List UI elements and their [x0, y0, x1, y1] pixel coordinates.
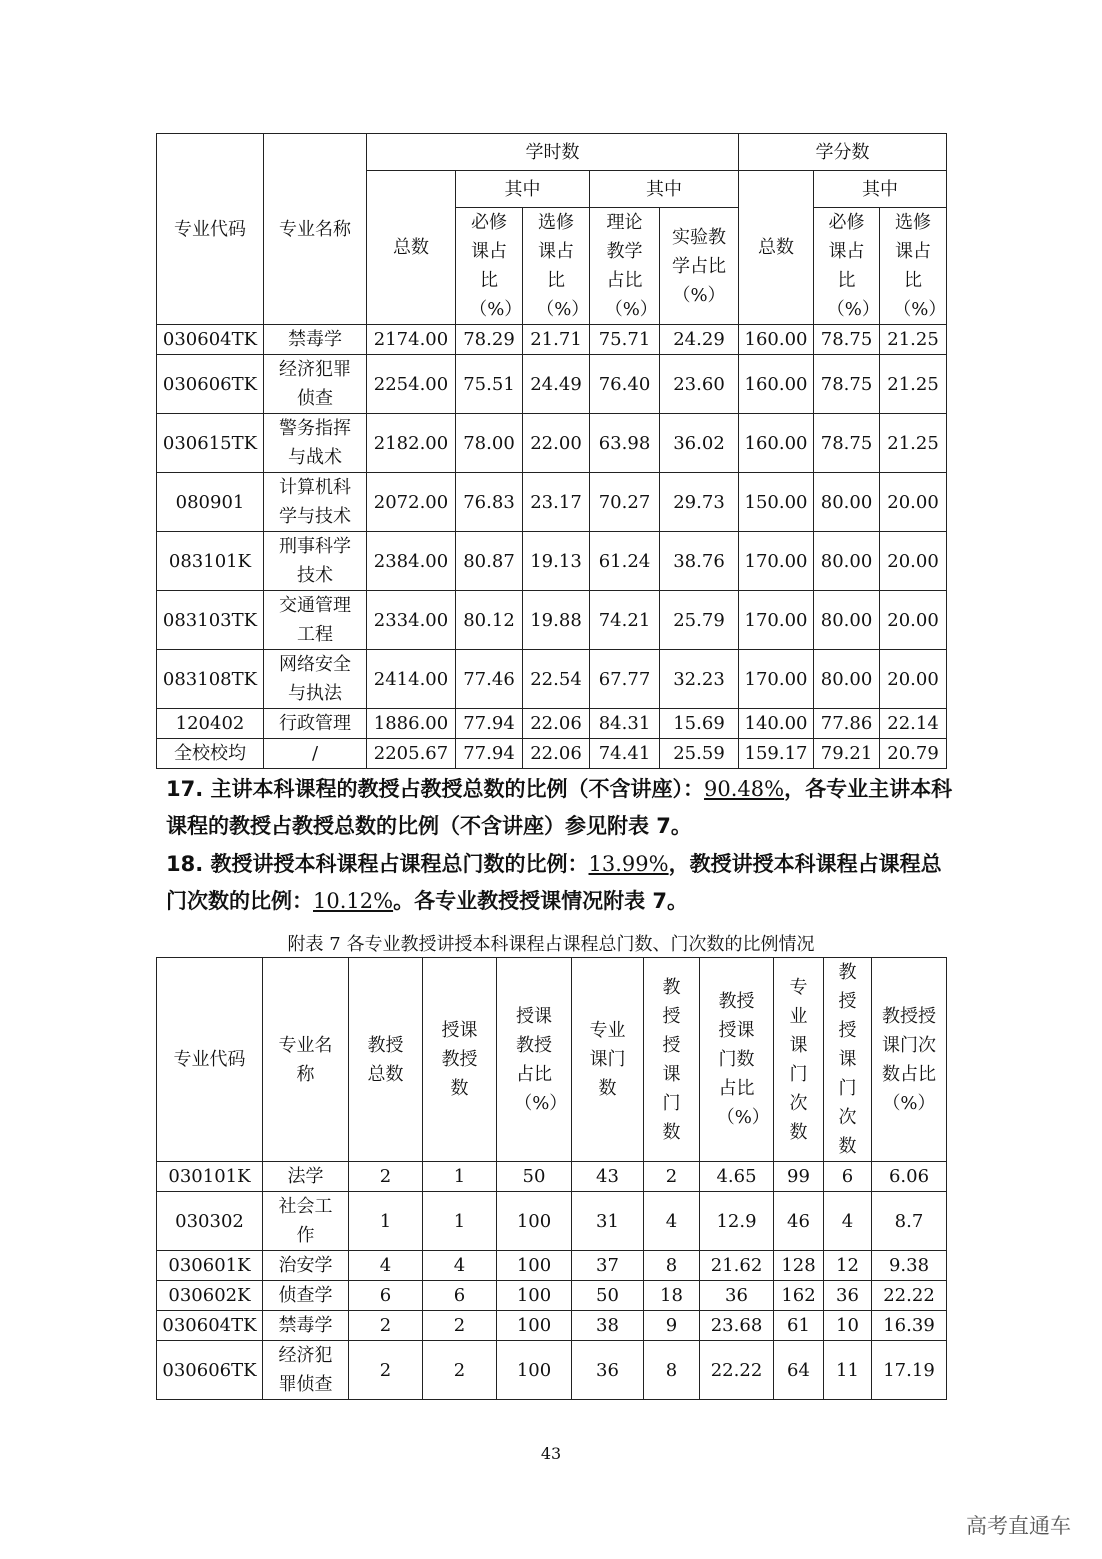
page-number: 43 — [540, 1444, 562, 1463]
table-row — [157, 1341, 947, 1400]
header-hours-total: 总数 — [367, 171, 456, 325]
table-cell: 8.7 — [872, 1192, 947, 1251]
table-cell: 63.98 — [590, 414, 660, 473]
table-cell: 46 — [774, 1192, 824, 1251]
table-cell: 78.00 — [456, 414, 523, 473]
table-cell: 20.00 — [880, 532, 947, 591]
table-cell: 36 — [824, 1281, 872, 1311]
table-cell: 22.00 — [523, 414, 590, 473]
table-cell: 18 — [644, 1281, 700, 1311]
table-cell: 20.00 — [880, 473, 947, 532]
table-cell: 2174.00 — [367, 325, 456, 355]
cell-name: 刑事科学技术 — [264, 532, 367, 591]
table-cell: 100 — [497, 1341, 572, 1400]
table-cell: 78.29 — [456, 325, 523, 355]
table-cell: 9 — [644, 1311, 700, 1341]
header-col-1: 专业名称 — [263, 958, 349, 1162]
header-col-6: 教授授课门数 — [644, 958, 700, 1162]
table-cell: 80.12 — [456, 591, 523, 650]
table-cell: 159.17 — [739, 739, 814, 769]
table-cell: 29.73 — [660, 473, 739, 532]
table-cell: 170.00 — [739, 532, 814, 591]
table-cell: 80.00 — [814, 650, 880, 709]
table-cell: 74.21 — [590, 591, 660, 650]
header-col-4: 授课教授占比（%） — [497, 958, 572, 1162]
cell-code: 030302 — [157, 1192, 263, 1251]
table-cell: 21.25 — [880, 325, 947, 355]
table-cell: 160.00 — [739, 414, 814, 473]
table-cell: 4 — [349, 1251, 423, 1281]
table-cell: 2 — [423, 1341, 497, 1400]
cell-name: 经济犯罪侦查 — [264, 355, 367, 414]
table-cell: 100 — [497, 1251, 572, 1281]
table-row — [157, 1192, 947, 1251]
header-credit-req-ratio: 必修课占比（%） — [814, 208, 880, 325]
table-cell: 21.25 — [880, 355, 947, 414]
watermark: 高考直通车 — [966, 1514, 1071, 1538]
header-credits-total: 总数 — [739, 171, 814, 325]
cell-name: 禁毒学 — [263, 1311, 349, 1341]
header-col-10: 教授授课门次数占比（%） — [872, 958, 947, 1162]
table-cell: 37 — [572, 1251, 644, 1281]
cell-name: / — [264, 739, 367, 769]
table-cell: 12.9 — [700, 1192, 774, 1251]
table-cell: 23.17 — [523, 473, 590, 532]
cell-name: 经济犯罪侦查 — [263, 1341, 349, 1400]
table-row — [157, 1251, 947, 1281]
table-cell: 80.00 — [814, 591, 880, 650]
table-cell: 76.83 — [456, 473, 523, 532]
course-session-ratio: 10.12% — [313, 889, 394, 913]
table-cell: 43 — [572, 1162, 644, 1192]
table-cell: 80.00 — [814, 473, 880, 532]
header-hours-ofwhich-1: 其中 — [456, 171, 590, 208]
table-row — [157, 1281, 947, 1311]
table-cell: 36 — [700, 1281, 774, 1311]
table-cell: 140.00 — [739, 709, 814, 739]
table-cell: 2414.00 — [367, 650, 456, 709]
table-cell: 78.75 — [814, 325, 880, 355]
table-cell: 9.38 — [872, 1251, 947, 1281]
table-cell: 25.79 — [660, 591, 739, 650]
table-cell: 160.00 — [739, 355, 814, 414]
table-cell: 84.31 — [590, 709, 660, 739]
cell-name: 治安学 — [263, 1251, 349, 1281]
paragraph-17: 17. 主讲本科课程的教授占教授总数的比例（不含讲座）：90.48%，各专业主讲本科课程的教授占教授总数的比例（不含讲座）参见附表 7。 — [166, 777, 953, 838]
cell-code: 083108TK — [157, 650, 264, 709]
table-cell: 75.71 — [590, 325, 660, 355]
table-cell: 78.75 — [814, 355, 880, 414]
header-hours-ofwhich-2: 其中 — [590, 171, 739, 208]
table-row — [157, 325, 947, 355]
cell-name: 网络安全与执法 — [264, 650, 367, 709]
cell-code: 030101K — [157, 1162, 263, 1192]
table-cell: 21.62 — [700, 1251, 774, 1281]
table-cell: 12 — [824, 1251, 872, 1281]
table-cell: 15.69 — [660, 709, 739, 739]
cell-name: 侦查学 — [263, 1281, 349, 1311]
table-cell: 77.94 — [456, 739, 523, 769]
table-row — [157, 709, 947, 739]
table-cell: 79.21 — [814, 739, 880, 769]
table-cell: 4.65 — [700, 1162, 774, 1192]
table-cell: 20.00 — [880, 591, 947, 650]
table-row — [157, 591, 947, 650]
table-cell: 100 — [497, 1311, 572, 1341]
cell-code: 030606TK — [157, 1341, 263, 1400]
table-cell: 2 — [349, 1311, 423, 1341]
table-cell: 11 — [824, 1341, 872, 1400]
table-cell: 25.59 — [660, 739, 739, 769]
table-cell: 19.88 — [523, 591, 590, 650]
table-cell: 80.87 — [456, 532, 523, 591]
table-cell: 2384.00 — [367, 532, 456, 591]
table-cell: 8 — [644, 1251, 700, 1281]
table-cell: 2182.00 — [367, 414, 456, 473]
table-cell: 100 — [497, 1281, 572, 1311]
table-cell: 22.06 — [523, 709, 590, 739]
table-cell: 36 — [572, 1341, 644, 1400]
table-cell: 128 — [774, 1251, 824, 1281]
table-cell: 76.40 — [590, 355, 660, 414]
table-cell: 6 — [349, 1281, 423, 1311]
cell-code: 083103TK — [157, 591, 264, 650]
table-cell: 6.06 — [872, 1162, 947, 1192]
table-cell: 77.46 — [456, 650, 523, 709]
cell-name: 计算机科学与技术 — [264, 473, 367, 532]
curriculum-hours-table — [156, 133, 947, 769]
table-cell: 150.00 — [739, 473, 814, 532]
table-cell: 16.39 — [872, 1311, 947, 1341]
header-col-5: 专业课门数 — [572, 958, 644, 1162]
table-row — [157, 532, 947, 591]
table-cell: 1 — [423, 1192, 497, 1251]
cell-name: 禁毒学 — [264, 325, 367, 355]
table-cell: 160.00 — [739, 325, 814, 355]
header-elec-ratio: 选修课占比（%） — [523, 208, 590, 325]
table-cell: 6 — [423, 1281, 497, 1311]
table-row — [157, 739, 947, 769]
table-row — [157, 650, 947, 709]
table-cell: 24.49 — [523, 355, 590, 414]
table-cell: 77.86 — [814, 709, 880, 739]
table-cell: 22.06 — [523, 739, 590, 769]
table-cell: 2 — [349, 1341, 423, 1400]
header-name: 专业名称 — [264, 134, 367, 325]
header-credits-ofwhich: 其中 — [814, 171, 947, 208]
table-row — [157, 1162, 947, 1192]
course-count-ratio: 13.99% — [588, 852, 669, 876]
table-row — [157, 414, 947, 473]
table-cell: 2072.00 — [367, 473, 456, 532]
table-cell: 22.54 — [523, 650, 590, 709]
table-cell: 2205.67 — [367, 739, 456, 769]
cell-name: 交通管理工程 — [264, 591, 367, 650]
table-cell: 22.22 — [700, 1341, 774, 1400]
table-cell: 23.68 — [700, 1311, 774, 1341]
cell-code: 030615TK — [157, 414, 264, 473]
table-cell: 22.22 — [872, 1281, 947, 1311]
header-credit-elec-ratio: 选修课占比（%） — [880, 208, 947, 325]
table-cell: 20.79 — [880, 739, 947, 769]
table-cell: 8 — [644, 1341, 700, 1400]
table-cell: 21.71 — [523, 325, 590, 355]
header-col-2: 教授总数 — [349, 958, 423, 1162]
header-col-3: 授课教授数 — [423, 958, 497, 1162]
cell-code: 120402 — [157, 709, 264, 739]
table-cell: 50 — [572, 1281, 644, 1311]
table-cell: 4 — [423, 1251, 497, 1281]
table-cell: 1 — [349, 1192, 423, 1251]
table-cell: 2 — [644, 1162, 700, 1192]
table-cell: 19.13 — [523, 532, 590, 591]
cell-code: 080901 — [157, 473, 264, 532]
table-row — [157, 473, 947, 532]
table-cell: 162 — [774, 1281, 824, 1311]
table-cell: 6 — [824, 1162, 872, 1192]
table-cell: 2 — [349, 1162, 423, 1192]
table-cell: 2 — [423, 1311, 497, 1341]
table-cell: 75.51 — [456, 355, 523, 414]
cell-name: 行政管理 — [264, 709, 367, 739]
table-cell: 21.25 — [880, 414, 947, 473]
table-cell: 10 — [824, 1311, 872, 1341]
table-cell: 170.00 — [739, 650, 814, 709]
cell-name: 警务指挥与战术 — [264, 414, 367, 473]
table-cell: 2254.00 — [367, 355, 456, 414]
table-cell: 77.94 — [456, 709, 523, 739]
table-cell: 80.00 — [814, 532, 880, 591]
table7-caption: 附表 7 各专业教授讲授本科课程占课程总门数、门次数的比例情况 — [287, 934, 815, 955]
cell-name: 社会工作 — [263, 1192, 349, 1251]
table-cell: 4 — [824, 1192, 872, 1251]
cell-code: 030606TK — [157, 355, 264, 414]
table-cell: 61 — [774, 1311, 824, 1341]
table-row — [157, 355, 947, 414]
cell-code: 030604TK — [157, 325, 264, 355]
table-cell: 38.76 — [660, 532, 739, 591]
cell-name: 法学 — [263, 1162, 349, 1192]
cell-code: 全校校均 — [157, 739, 264, 769]
table-row — [157, 1311, 947, 1341]
table-cell: 2334.00 — [367, 591, 456, 650]
table-cell: 61.24 — [590, 532, 660, 591]
table-cell: 64 — [774, 1341, 824, 1400]
cell-code: 030602K — [157, 1281, 263, 1311]
table-cell: 32.23 — [660, 650, 739, 709]
paragraph-18: 18. 教授讲授本科课程占课程总门数的比例：13.99%，教授讲授本科课程占课程总门次数的比例：10.12%。各专业教授授课情况附表 7。 — [166, 852, 942, 913]
table-cell: 1 — [423, 1162, 497, 1192]
professor-teaching-ratio: 90.48% — [704, 777, 785, 801]
cell-code: 030604TK — [157, 1311, 263, 1341]
cell-code: 083101K — [157, 532, 264, 591]
table-cell: 50 — [497, 1162, 572, 1192]
table-cell: 31 — [572, 1192, 644, 1251]
table-cell: 1886.00 — [367, 709, 456, 739]
table-cell: 24.29 — [660, 325, 739, 355]
professor-teaching-table — [156, 957, 947, 1400]
table-cell: 36.02 — [660, 414, 739, 473]
table-cell: 20.00 — [880, 650, 947, 709]
table-cell: 67.77 — [590, 650, 660, 709]
table-cell: 22.14 — [880, 709, 947, 739]
header-lab-ratio: 实验教学占比（%） — [660, 208, 739, 325]
table-cell: 74.41 — [590, 739, 660, 769]
table-cell: 99 — [774, 1162, 824, 1192]
table-cell: 70.27 — [590, 473, 660, 532]
table-cell: 78.75 — [814, 414, 880, 473]
table-cell: 100 — [497, 1192, 572, 1251]
table-cell: 17.19 — [872, 1341, 947, 1400]
header-credits: 学分数 — [739, 134, 947, 171]
table-cell: 38 — [572, 1311, 644, 1341]
header-col-0: 专业代码 — [157, 958, 263, 1162]
header-col-9: 教授授课门次数 — [824, 958, 872, 1162]
cell-code: 030601K — [157, 1251, 263, 1281]
table-cell: 4 — [644, 1192, 700, 1251]
header-col-8: 专业课门次数 — [774, 958, 824, 1162]
table-cell: 170.00 — [739, 591, 814, 650]
header-req-ratio: 必修课占比（%） — [456, 208, 523, 325]
header-theory-ratio: 理论教学占比（%） — [590, 208, 660, 325]
header-col-7: 教授授课门数占比（%） — [700, 958, 774, 1162]
header-code: 专业代码 — [157, 134, 264, 325]
header-hours: 学时数 — [367, 134, 739, 171]
table-cell: 23.60 — [660, 355, 739, 414]
